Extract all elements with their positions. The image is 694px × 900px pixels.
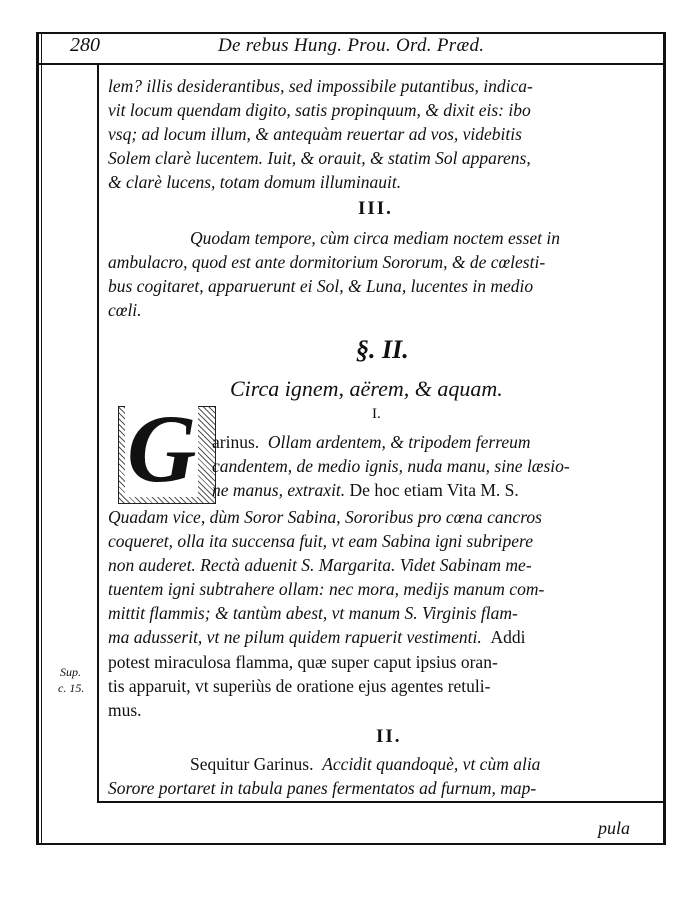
section-number-1: I. [372, 406, 381, 422]
text-line: coqueret, olla ita succensa fuit, vt eam Sabina igni subripere [108, 531, 533, 551]
text-line: lem? illis desiderantibus, sed impossibile putantibus, indica- [108, 76, 533, 96]
text-line: bus cogitaret, apparuerunt ei Sol, & Luna, lucentes in medio [108, 276, 534, 296]
text-line: ambulacro, quod est ante dormitorium Sororum, & de cœlesti- [108, 252, 546, 272]
text-line: mittit flammis; & tantùm abest, vt manum S. Virginis flam- [108, 603, 518, 623]
section-number-2: II. [376, 726, 402, 747]
text-line: ma adusserit, vt ne pilum quidem rapuerit vestimenti. Addi [108, 627, 526, 647]
initial-letter: G [127, 395, 197, 502]
section-number-3: III. [358, 198, 393, 219]
text-line: tuentem igni subtrahere ollam: nec mora, medijs manum com- [108, 579, 545, 599]
text-line: tis apparuit, vt superiùs de oratione ejus agentes retuli- [108, 676, 491, 696]
frame-left-rule [36, 34, 39, 844]
page-number: 280 [70, 34, 100, 56]
decorated-initial [118, 395, 216, 504]
text-line: Sequitur Garinus. Accidit quandoquè, vt cùm alia [190, 754, 541, 774]
text-line: & clarè lucens, totam domum illuminauit. [108, 172, 402, 192]
text-line: Sorore portaret in tabula panes fermentatos ad furnum, map- [108, 778, 537, 798]
text-line: non auderet. Rectà aduenit S. Margarita. Videt Sabinam me- [108, 555, 532, 575]
text-line: arinus. Ollam ardentem, & tripodem ferreum [212, 432, 531, 452]
text-line: ne manus, extraxit. De hoc etiam Vita M. S. [212, 480, 519, 500]
text-line: Quadam vice, dùm Soror Sabina, Sororibus pro cœna cancros [108, 507, 542, 527]
chapter-subtitle: Circa ignem, aërem, & aquam. [230, 376, 503, 401]
text-line: Solem clarè lucentem. Iuit, & orauit, & statim Sol apparens, [108, 148, 531, 168]
header-rule [38, 63, 665, 65]
text-line: Quodam tempore, cùm circa mediam noctem esset in [190, 228, 561, 248]
text-line: potest miraculosa flamma, quæ super caput ipsius oran- [108, 652, 498, 672]
text-line: mus. [108, 700, 142, 720]
catchword: pula [598, 818, 631, 838]
margin-note: Sup. [60, 665, 81, 679]
paragraph-heading: §. II. [356, 335, 409, 364]
frame-right-rule [663, 34, 666, 844]
frame-left-rule-inner [41, 34, 42, 844]
running-head: De rebus Hung. Prou. Ord. Præd. [218, 35, 485, 56]
text-line: vit locum quendam digito, satis propinquum, & dixit eis: ibo [108, 100, 531, 120]
footer-rule [97, 801, 663, 803]
text-line: cœli. [108, 300, 142, 320]
text-line: vsq; ad locum illum, & antequàm reuertar ad vos, videbitis [108, 124, 522, 144]
frame-top-rule [36, 32, 666, 34]
text-line: candentem, de medio ignis, nuda manu, sine læsio- [212, 456, 570, 476]
margin-note: c. 15. [58, 681, 85, 695]
frame-bottom-rule [36, 843, 666, 845]
margin-column-rule [97, 63, 99, 803]
